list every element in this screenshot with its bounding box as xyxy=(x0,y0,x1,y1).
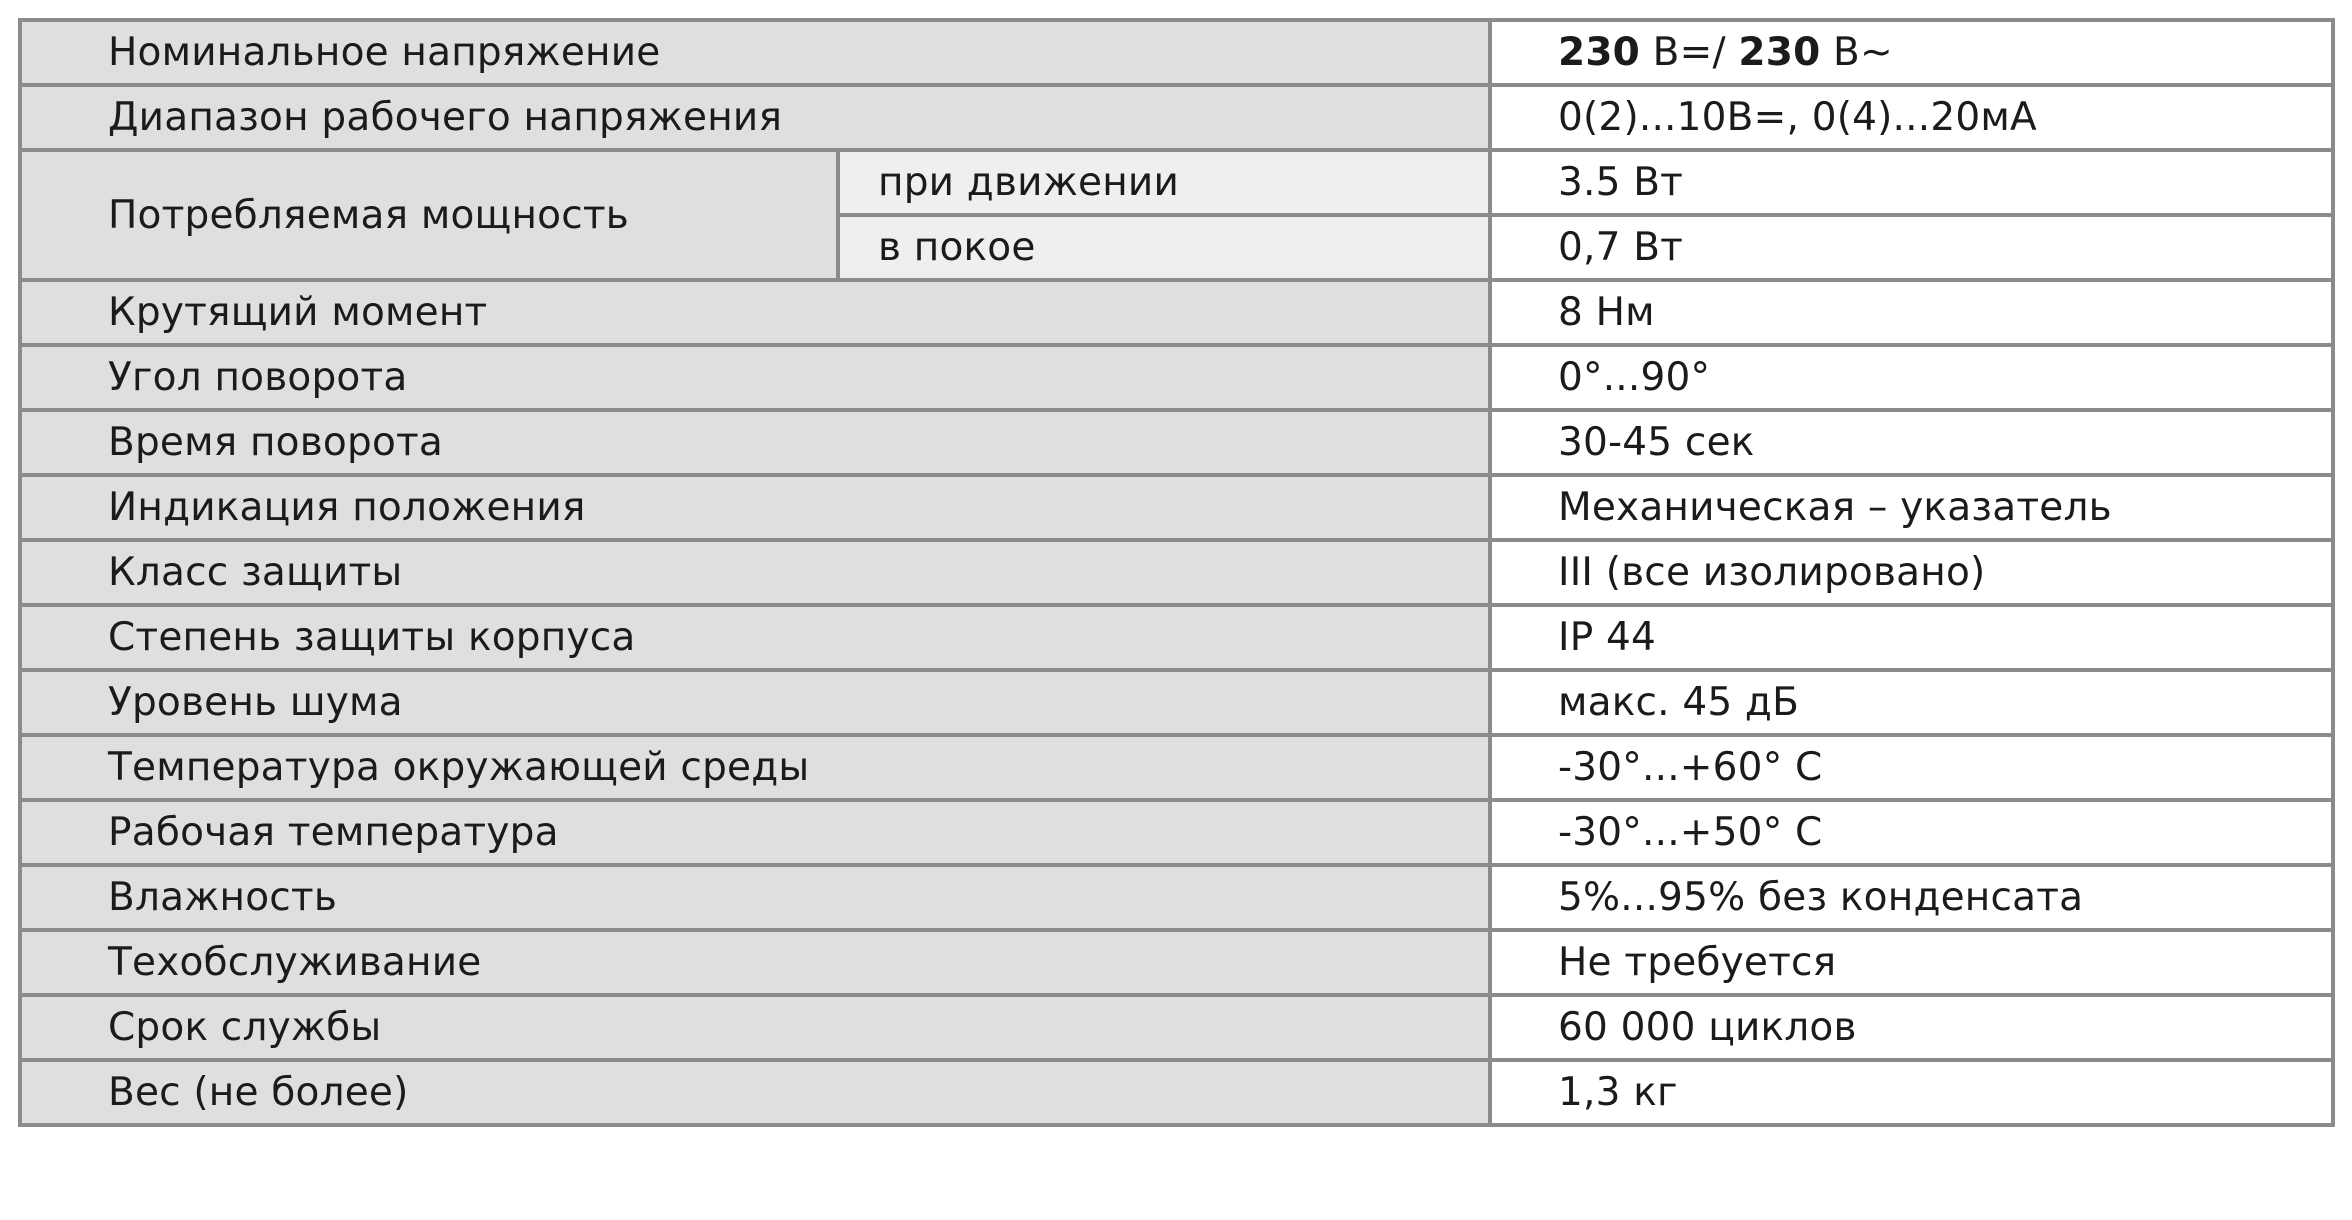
voltage-ac-number: 230 xyxy=(1738,30,1821,75)
spec-value: 0,7 Вт xyxy=(1490,215,2333,280)
spec-value: Механическая – указатель xyxy=(1490,475,2333,540)
spec-value: 3.5 Вт xyxy=(1490,150,2333,215)
table-row xyxy=(20,605,2333,670)
spec-label: Диапазон рабочего напряжения xyxy=(20,85,1490,150)
spec-value: -30°...+60° С xyxy=(1490,735,2333,800)
spec-label: Срок службы xyxy=(20,995,1490,1060)
table-row xyxy=(20,20,2333,85)
table-row xyxy=(20,150,2333,215)
spec-value: 0°...90° xyxy=(1490,345,2333,410)
table-row xyxy=(20,540,2333,605)
spec-value xyxy=(1490,20,2333,85)
spec-label: Степень защиты корпуса xyxy=(20,605,1490,670)
table-row xyxy=(20,800,2333,865)
spec-value: -30°...+50° С xyxy=(1490,800,2333,865)
voltage-dc-unit: В=/ xyxy=(1640,30,1739,75)
table-row xyxy=(20,1060,2333,1125)
spec-value: 0(2)...10В=, 0(4)...20мА xyxy=(1490,85,2333,150)
spec-label: Класс защиты xyxy=(20,540,1490,605)
spec-label: Индикация положения xyxy=(20,475,1490,540)
table-row xyxy=(20,865,2333,930)
spec-label: Угол поворота xyxy=(20,345,1490,410)
spec-label: Уровень шума xyxy=(20,670,1490,735)
spec-value: 1,3 кг xyxy=(1490,1060,2333,1125)
spec-label: Температура окружающей среды xyxy=(20,735,1490,800)
spec-label: Влажность xyxy=(20,865,1490,930)
table-row xyxy=(20,345,2333,410)
spec-table xyxy=(18,18,2335,1127)
spec-value: 30-45 сек xyxy=(1490,410,2333,475)
table-row xyxy=(20,280,2333,345)
spec-value: макс. 45 дБ xyxy=(1490,670,2333,735)
spec-value: 5%...95% без конденсата xyxy=(1490,865,2333,930)
spec-value: 8 Нм xyxy=(1490,280,2333,345)
table-row xyxy=(20,930,2333,995)
spec-value: IP 44 xyxy=(1490,605,2333,670)
spec-label: Рабочая температура xyxy=(20,800,1490,865)
voltage-ac-unit: В~ xyxy=(1820,30,1893,75)
spec-label: Время поворота xyxy=(20,410,1490,475)
table-row xyxy=(20,85,2333,150)
table-row xyxy=(20,735,2333,800)
table-row xyxy=(20,475,2333,540)
voltage-dc-number: 230 xyxy=(1558,30,1641,75)
spec-label: Номинальное напряжение xyxy=(20,20,1490,85)
spec-label: Крутящий момент xyxy=(20,280,1490,345)
spec-label: Вес (не более) xyxy=(20,1060,1490,1125)
spec-label: Потребляемая мощность xyxy=(20,150,838,280)
spec-sublabel: в покое xyxy=(838,215,1490,280)
spec-value: III (все изолировано) xyxy=(1490,540,2333,605)
table-row xyxy=(20,995,2333,1060)
spec-label: Техобслуживание xyxy=(20,930,1490,995)
table-row xyxy=(20,410,2333,475)
table-row xyxy=(20,670,2333,735)
spec-sublabel: при движении xyxy=(838,150,1490,215)
spec-value: Не требуется xyxy=(1490,930,2333,995)
spec-value: 60 000 циклов xyxy=(1490,995,2333,1060)
